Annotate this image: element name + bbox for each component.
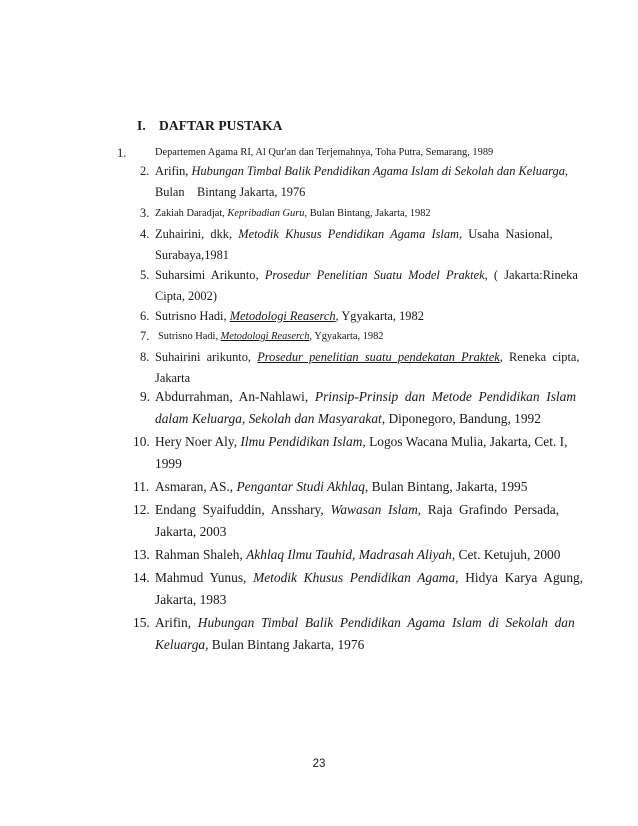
entry-number: 9.: [140, 389, 151, 404]
entry-title: Ilmu Pendidikan Islam: [240, 434, 363, 449]
section-title: DAFTAR PUSTAKA: [159, 118, 283, 133]
entry-line-1: Arifin, Hubungan Timbal Balik Pendidikan Agama Islam di Sekolah dan: [155, 615, 575, 630]
entry-line-2: Jakarta, 1983: [155, 592, 227, 607]
entry-title-continued: Keluarga: [155, 637, 206, 652]
entry-title: Metodologi Reaserch: [220, 331, 310, 342]
entry-title: Metodik Khusus Pendidikan Agama: [253, 570, 456, 585]
entry-line-2: Bulan Bintang Jakarta, 1976: [155, 185, 306, 199]
entry-title: Prosedur penelitian suatu pendekatan Praktek: [257, 350, 500, 364]
entry-line-1: Zakiah Daradjat, Kepribadian Guru, Bulan Bintang, Jakarta, 1982: [155, 208, 431, 219]
entry-number: 7.: [140, 329, 150, 343]
entry-number: 8.: [140, 350, 150, 364]
entry-title: Metodologi Reaserch: [229, 309, 336, 323]
entry-title: Kepribadian Guru: [227, 208, 305, 219]
page-number: 23: [312, 758, 326, 770]
entry-line-1: Hery Noer Aly, Ilmu Pendidikan Islam, Logos Wacana Mulia, Jakarta, Cet. I,: [155, 434, 568, 449]
entry-title: Akhlaq Ilmu Tauhid, Madrasah Aliyah: [246, 547, 452, 562]
entry-number: 3.: [140, 206, 150, 220]
entry-title: Hubungan Timbal Balik Pendidikan Agama Islam di Sekolah dan Keluarga: [191, 164, 565, 178]
entry-title: Wawasan Islam: [330, 502, 418, 517]
entry-line-2: Keluarga, Bulan Bintang Jakarta, 1976: [155, 637, 365, 652]
entry-number: 10.: [133, 434, 150, 449]
entry-line-1: Sutrisno Hadi, Metodologi Reaserch, Ygyakarta, 1982: [158, 331, 384, 342]
entry-line-1: Suharsimi Arikunto, Prosedur Penelitian Suatu Model Praktek, ( Jakarta:Rineka: [155, 268, 578, 282]
entry-number: 12.: [133, 502, 150, 517]
entry-line-1: Mahmud Yunus, Metodik Khusus Pendidikan Agama, Hidya Karya Agung,: [155, 570, 584, 585]
entry-number: 2.: [140, 164, 150, 178]
entry-title-continued: dalam Keluarga, Sekolah dan Masyarakat: [155, 411, 382, 426]
entry-number: 5.: [140, 268, 150, 282]
entry-number: 11.: [133, 479, 150, 494]
section-number: I.: [137, 118, 146, 133]
entry-line-2: Surabaya,1981: [155, 248, 229, 262]
entry-number: 15.: [133, 615, 150, 630]
entry-line-2: Jakarta, 2003: [155, 524, 227, 539]
entry-title: Pengantar Studi Akhlaq: [236, 479, 365, 494]
entry-title: Hubungan Timbal Balik Pendidikan Agama Islam di Sekolah dan: [197, 615, 575, 630]
entry-text: Departemen Agama RI, Al Qur'an dan Terjemahnya, Toha Putra, Semarang, 1989: [155, 147, 494, 158]
entry-line-2: 1999: [155, 456, 182, 471]
entry-line-1: Abdurrahman, An-Nahlawi, Prinsip-Prinsip dan Metode Pendidikan Islam: [155, 389, 576, 404]
entry-number: 14.: [133, 570, 150, 585]
entry-line-2: Jakarta: [155, 371, 191, 385]
entry-number: 1.: [117, 146, 127, 160]
entry-number: 4.: [140, 227, 150, 241]
entry-title: Prinsip-Prinsip dan Metode Pendidikan Islam: [314, 389, 576, 404]
entry-line-2: dalam Keluarga, Sekolah dan Masyarakat, Diponegoro, Bandung, 1992: [155, 411, 541, 426]
entry-title: Metodik Khusus Pendidikan Agama Islam: [238, 227, 459, 241]
entry-line-1: Asmaran, AS., Pengantar Studi Akhlaq, Bulan Bintang, Jakarta, 1995: [155, 479, 528, 494]
entry-number: 13.: [133, 547, 150, 562]
entry-line-2: Cipta, 2002): [155, 289, 217, 303]
entry-line-1: Sutrisno Hadi, Metodologi Reaserch, Ygyakarta, 1982: [155, 309, 424, 323]
entry-line-1: Rahman Shaleh, Akhlaq Ilmu Tauhid, Madrasah Aliyah, Cet. Ketujuh, 2000: [155, 547, 561, 562]
entry-line-1: Zuhairini, dkk, Metodik Khusus Pendidikan Agama Islam, Usaha Nasional,: [155, 227, 553, 241]
entry-line-1: Endang Syaifuddin, Ansshary, Wawasan Islam, Raja Grafindo Persada,: [155, 502, 560, 517]
section-heading: [137, 118, 283, 134]
entry-line-1: Suhairini arikunto, Prosedur penelitian suatu pendekatan Praktek, Reneka cipta,: [155, 350, 580, 364]
entry-number: 6.: [140, 309, 150, 323]
entry-title: Prosedur Penelitian Suatu Model Praktek: [264, 268, 485, 282]
entry-line-1: Arifin, Hubungan Timbal Balik Pendidikan Agama Islam di Sekolah dan Keluarga,: [155, 164, 569, 178]
